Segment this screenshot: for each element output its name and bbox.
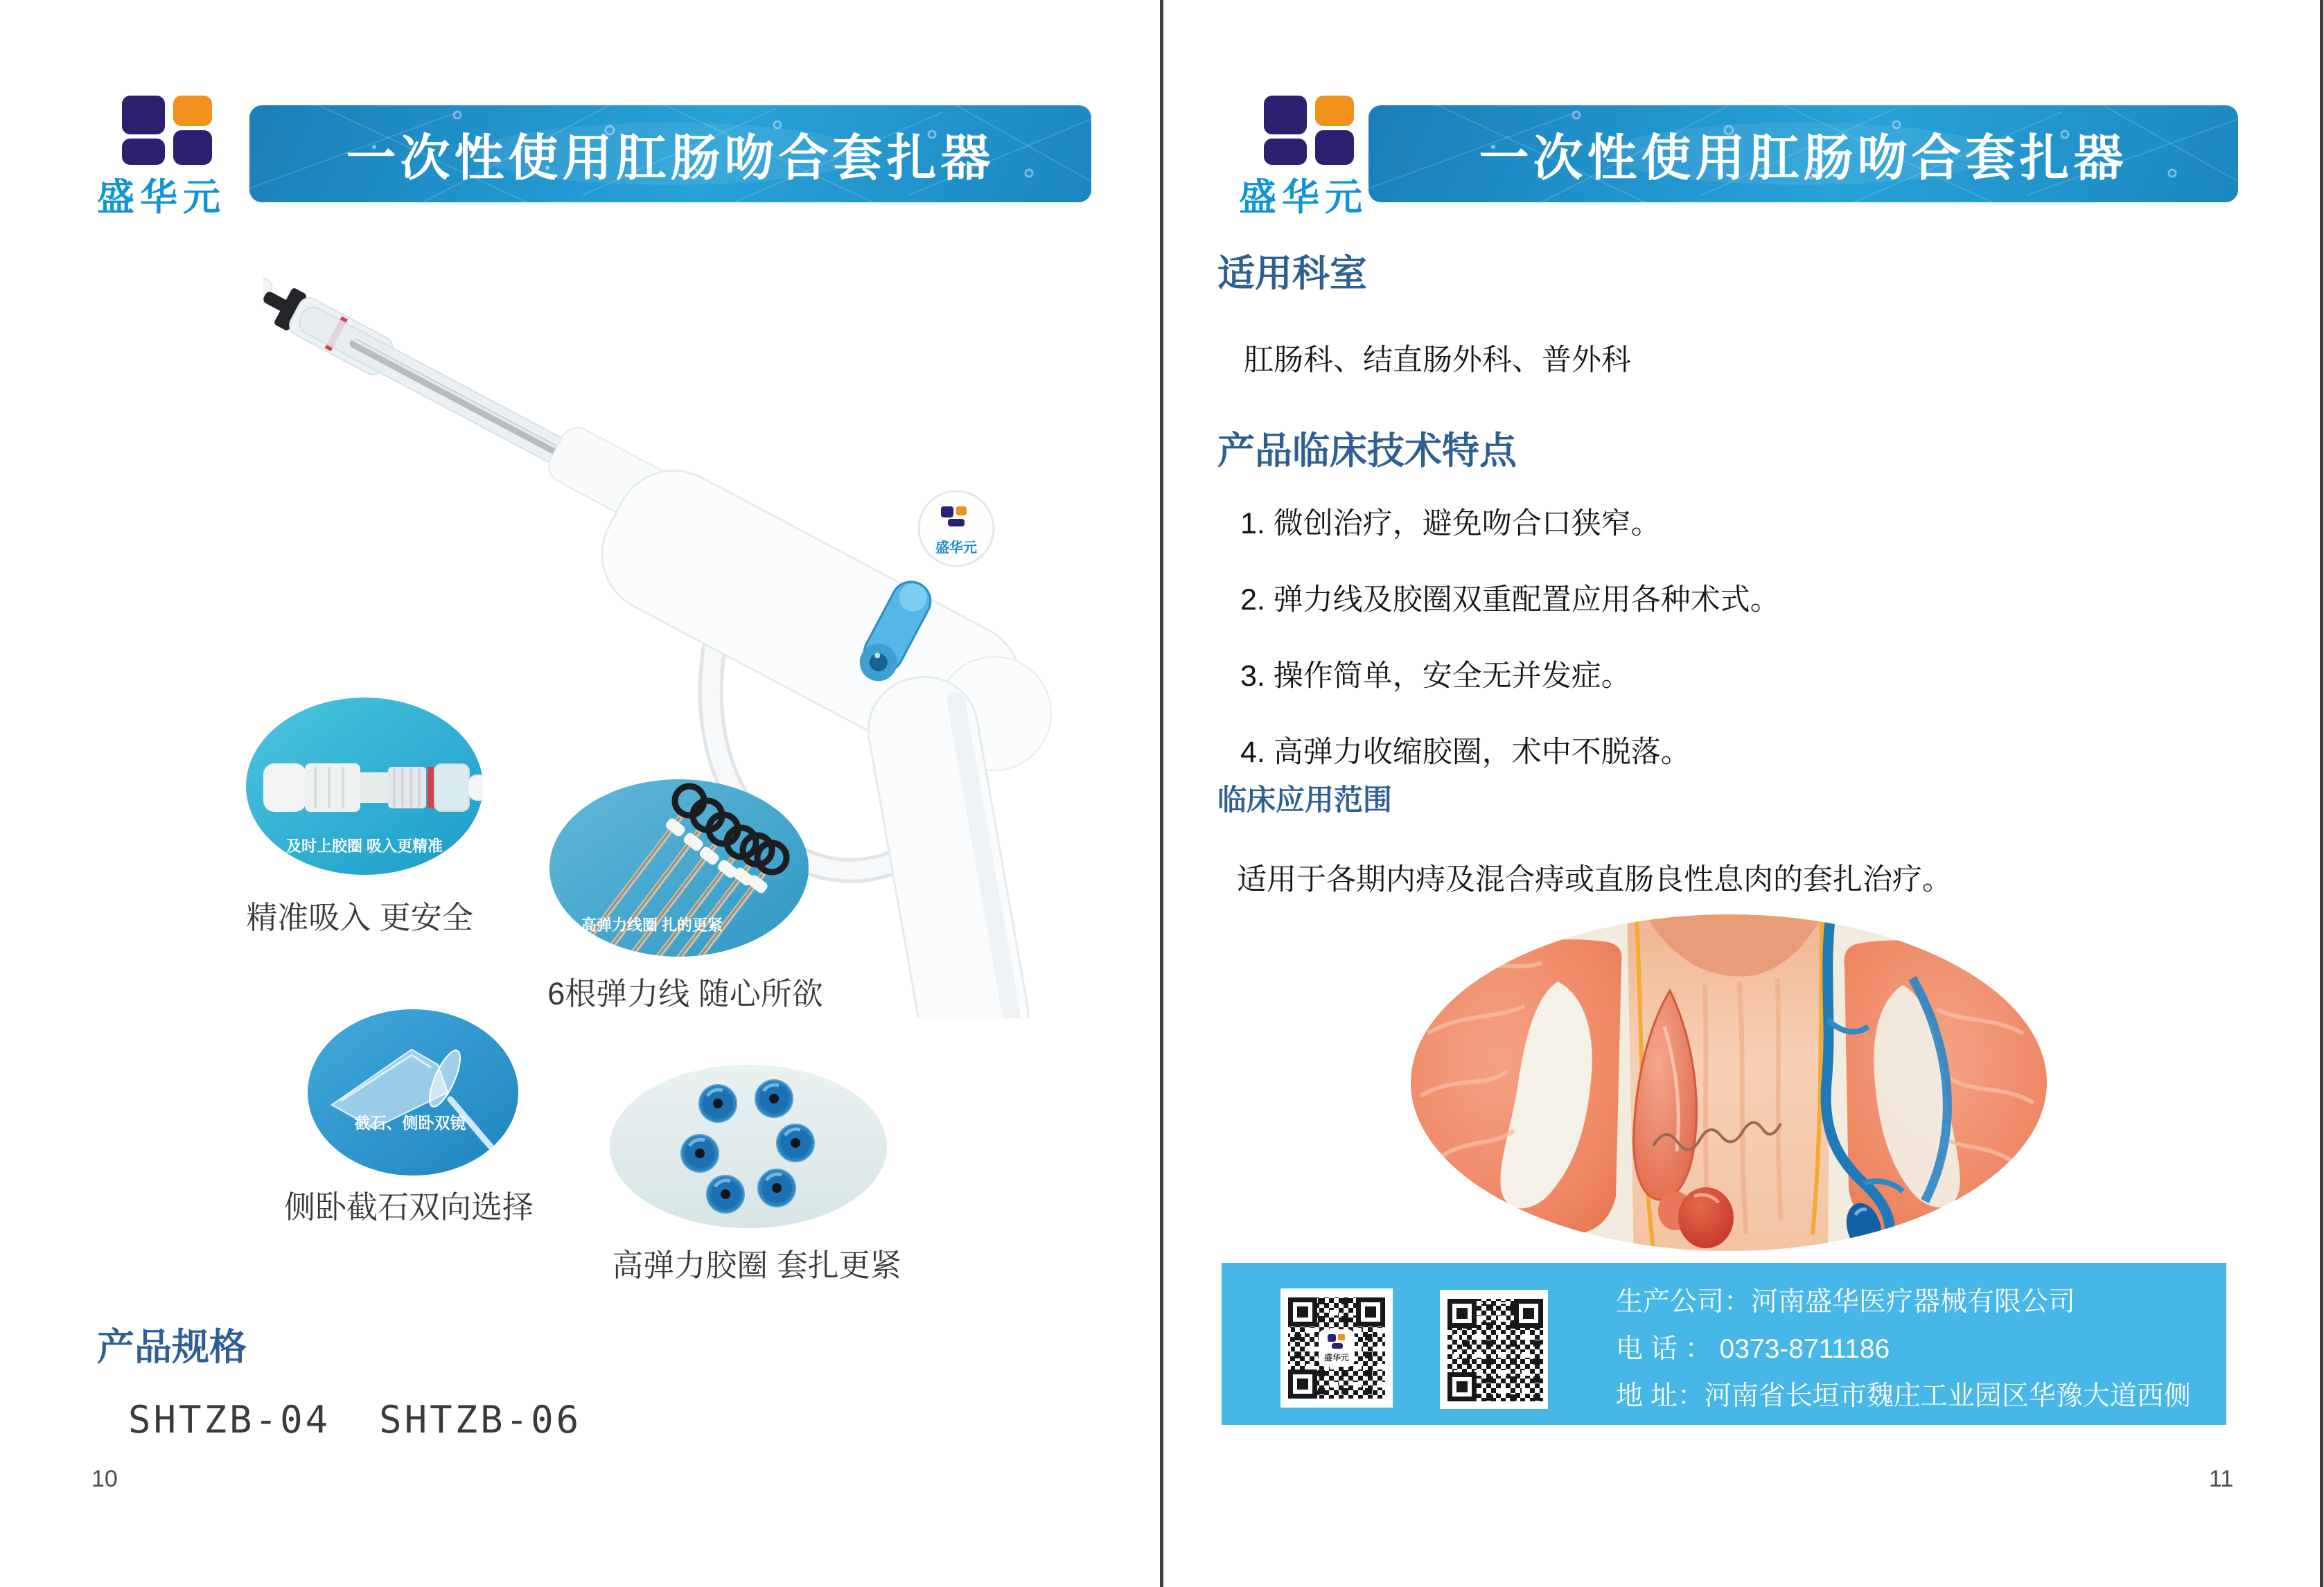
dept-body: 肛肠科、结直肠外科、普外科 bbox=[1244, 344, 1631, 377]
callout-caption: 精准吸入 更安全 bbox=[246, 900, 473, 935]
svg-text:盛华元: 盛华元 bbox=[1323, 1353, 1350, 1363]
callout-overlay-text: 及时上胶圈 吸入更精准 bbox=[285, 837, 443, 855]
feature-item: 4. 高弹力收缩胶圈，术中不脱落。 bbox=[1240, 736, 1691, 769]
spec-heading: 产品规格 bbox=[97, 1327, 247, 1368]
features-heading: 产品临床技术特点 bbox=[1217, 430, 1517, 472]
device-logo-sticker bbox=[919, 491, 994, 566]
qr-code-wechat bbox=[1280, 1288, 1393, 1408]
page-title: 一次性使用肛肠吻合套扎器 bbox=[346, 131, 995, 186]
contact-company: 生产公司：河南盛华医疗器械有限公司 bbox=[1616, 1287, 2076, 1317]
brand-logo-icon bbox=[122, 96, 227, 165]
scope-body: 适用于各期内痔及混合痔或直肠良性息肉的套扎治疗。 bbox=[1237, 863, 1952, 896]
page-number-left: 10 bbox=[91, 1466, 118, 1492]
brand-logo-icon bbox=[1264, 96, 1369, 165]
contact-phone: 电 话 ： 0373-8711186 bbox=[1616, 1334, 1890, 1364]
callout-overlay-text: 截石、侧卧双镜 bbox=[354, 1114, 466, 1132]
callout-caption: 高弹力胶圈 套扎更紧 bbox=[612, 1248, 901, 1283]
spec-models bbox=[128, 1398, 581, 1442]
callout-overlay-text: 高弹力线圈 扎的更紧 bbox=[581, 916, 723, 934]
qr-code-site bbox=[1440, 1290, 1548, 1409]
page-edge-line bbox=[2320, 0, 2323, 1587]
callout-anoscope bbox=[308, 1009, 518, 1176]
callout-caption: 侧卧截石双向选择 bbox=[283, 1189, 534, 1225]
contact-block bbox=[1616, 1279, 2191, 1420]
page-title-banner bbox=[1368, 105, 2238, 202]
callout-elastic-lines bbox=[549, 779, 809, 957]
page-title: 一次性使用肛肠吻合套扎器 bbox=[1479, 131, 2128, 186]
page-number-right: 11 bbox=[2209, 1466, 2234, 1492]
svg-text:盛华元: 盛华元 bbox=[935, 540, 977, 556]
brand-name: 盛华元 bbox=[97, 177, 226, 218]
feature-item: 3. 操作简单，安全无并发症。 bbox=[1240, 659, 1631, 693]
brand-logo bbox=[97, 96, 263, 221]
clinical-anatomy-illustration bbox=[1379, 902, 2079, 1264]
feature-item: 1. 微创治疗，避免吻合口狭窄。 bbox=[1240, 507, 1661, 540]
qr-center-logo bbox=[1319, 1329, 1355, 1367]
spec-model-1: SHTZB-04 bbox=[128, 1398, 331, 1442]
contact-address: 地 址：河南省长垣市魏庄工业园区华豫大道西侧 bbox=[1616, 1381, 2191, 1411]
brand-name: 盛华元 bbox=[1239, 177, 1368, 218]
page-title-banner bbox=[249, 105, 1091, 202]
spec-model-2: SHTZB-06 bbox=[379, 1398, 582, 1442]
callout-rubber-rings bbox=[610, 1065, 887, 1228]
dept-heading: 适用科室 bbox=[1217, 253, 1367, 294]
page-divider bbox=[1160, 0, 1163, 1587]
feature-list bbox=[1240, 500, 1780, 805]
callout-caption: 6根弹力线 随心所欲 bbox=[547, 976, 823, 1011]
callout-suction-tip bbox=[246, 698, 483, 875]
scope-heading: 临床应用范围 bbox=[1217, 783, 1393, 816]
feature-item: 2. 弹力线及胶圈双重配置应用各种术式。 bbox=[1240, 583, 1780, 617]
